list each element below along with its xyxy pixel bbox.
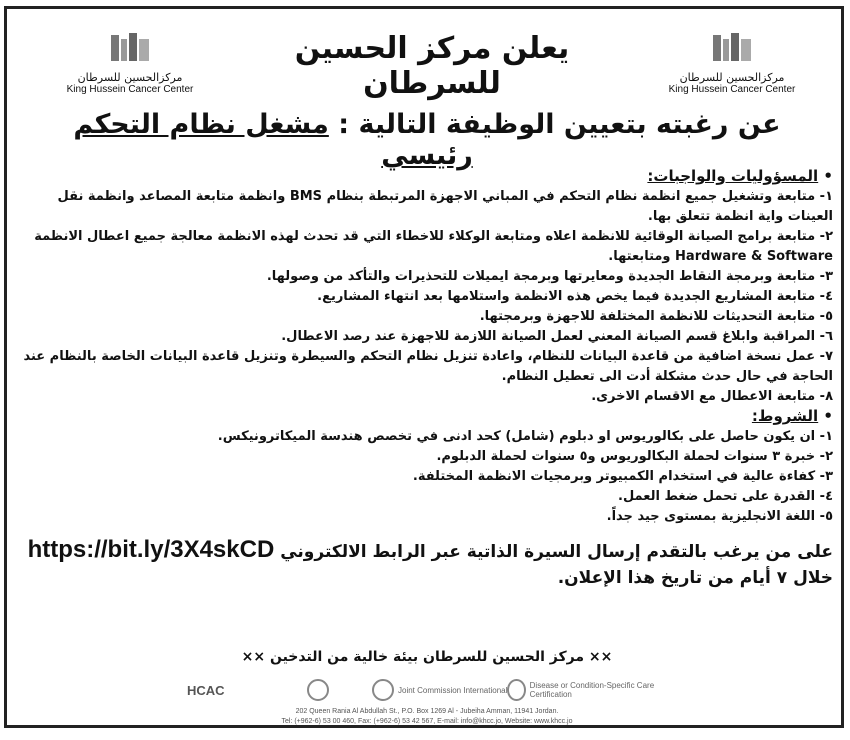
logo-arabic-name: مركزالحسين للسرطان (679, 71, 785, 84)
jci-label: Joint Commission International (398, 685, 508, 695)
condition-item: ٤- القدرة على تحمل ضغط العمل. (618, 489, 833, 504)
cta-text: على من يرغب بالتقدم إرسال السيرة الذاتية عبر الرابط الالكتروني (280, 542, 833, 562)
khcc-logo-left (15, 31, 245, 95)
responsibility-item: ١- متابعة وتشغيل جميع انظمة نظام التحكم في المباني الاجهزة المرتبطة بنظام BMS وانظمة متابعة المصاعد وانظمة نقل العينات واية انظمة تتعلق بها. (57, 189, 833, 224)
hcac-label: HCAC (187, 682, 225, 698)
responsibility-item: ٧- عمل نسخة اضافية من قاعدة البيانات للنظام، واعادة تنزيل نظام التحكم والسيطرة وتنزيل قاعدة البيانات الخاصة بالنظام عند الحاجة في حال حدث مشكلة أدت الى تعطيل النظام. (23, 349, 833, 384)
logo-arabic-name: مركزالحسين للسرطان (77, 71, 183, 84)
jci-badge (372, 677, 507, 703)
announcement-prefix: عن رغبته بتعيين الوظيفة التالية : (338, 109, 781, 140)
contact-address (27, 707, 827, 727)
deadline-text: خلال ٧ أيام من تاريخ هذا الإعلان. (557, 568, 833, 588)
certification-label: Disease or Condition-Specific Care Certification (529, 681, 655, 699)
hcac-badge (187, 677, 225, 703)
address-line: 202 Queen Rania Al Abdullah St., P.O. Box 1269 Al - Jubeiha Amman, 11941 Jordan. (295, 708, 559, 715)
khcc-seal-badge (307, 677, 329, 703)
conditions-heading: • الشروط: (751, 407, 833, 425)
job-position: مشغل نظام التحكم رئيسي (73, 109, 473, 171)
responsibility-item: ٦- المراقبة وابلاغ قسم الصيانة المعني لعمل الصيانة اللازمة للاجهزة عند رصد الاعطال. (281, 329, 833, 344)
logo-english-name: King Hussein Cancer Center (668, 84, 796, 95)
application-instructions (21, 537, 833, 591)
khcc-logo-icon (109, 31, 151, 65)
jci-icon (372, 679, 394, 701)
responsibility-item: ٨- متابعة الاعطال مع الاقسام الاخرى. (591, 389, 833, 404)
condition-item: ٣- كفاءة عالية في استخدام الكمبيوتر وبرمجيات الانظمة المختلفة. (412, 469, 833, 484)
responsibility-item: ٥- متابعة التحديثات للانظمة المختلفة للاجهزة وبرمجتها. (479, 309, 833, 324)
responsibility-item: ٢- متابعة برامج الصيانة الوقائية للانظمة اعلاه ومتابعة الوكلاء للاخطاء التي قد تحدث لهذه الانظمة معالجة جميع اعطال الانظمة Hardware & Software ومتابعتها. (34, 229, 833, 264)
ad-title: يعلن مركز الحسين للسرطان (294, 31, 570, 101)
ad-body (21, 167, 833, 591)
accreditation-badges (187, 677, 667, 703)
condition-item: ٥- اللغة الانجليزية بمستوى جيد جداً. (606, 509, 833, 524)
logo-english-name: King Hussein Cancer Center (66, 84, 194, 95)
seal-icon (307, 679, 329, 701)
application-link[interactable]: https://bit.ly/3X4skCD (27, 536, 275, 563)
khcc-logo-right (617, 31, 847, 95)
condition-item: ١- ان يكون حاصل على بكالوريوس او دبلوم (شامل) كحد ادنى في تخصص هندسة الميكاترونيكس. (217, 429, 833, 444)
contact-line: Tel: (+962-6) 53 00 460, Fax: (+962-6) 53 42 567, E-mail: info@khcc.jo, Website: www.khcc.jo (281, 718, 573, 725)
responsibilities-heading: • المسؤوليات والواجبات: (647, 167, 833, 185)
responsibility-item: ٣- متابعة وبرمجة النقاط الجديدة ومعايرتها وبرمجة ايميلات للتحذيرات والتأكد من وصولها. (266, 269, 833, 284)
condition-item: ٢- خبرة ٣ سنوات لحملة البكالوريوس و٥ سنوات لحملة الدبلوم. (436, 449, 833, 464)
certification-icon (507, 679, 526, 701)
khcc-logo-icon (711, 31, 753, 65)
smoke-free-note: ×× مركز الحسين للسرطان بيئة خالية من التدخين ×× (241, 649, 613, 665)
certification-badge (507, 677, 667, 703)
advertisement-frame (4, 6, 844, 728)
responsibility-item: ٤- متابعة المشاريع الجديدة فيما يخص هذه الانظمة واستلامها بعد انتهاء المشاريع. (317, 289, 833, 304)
job-announcement (27, 109, 827, 171)
